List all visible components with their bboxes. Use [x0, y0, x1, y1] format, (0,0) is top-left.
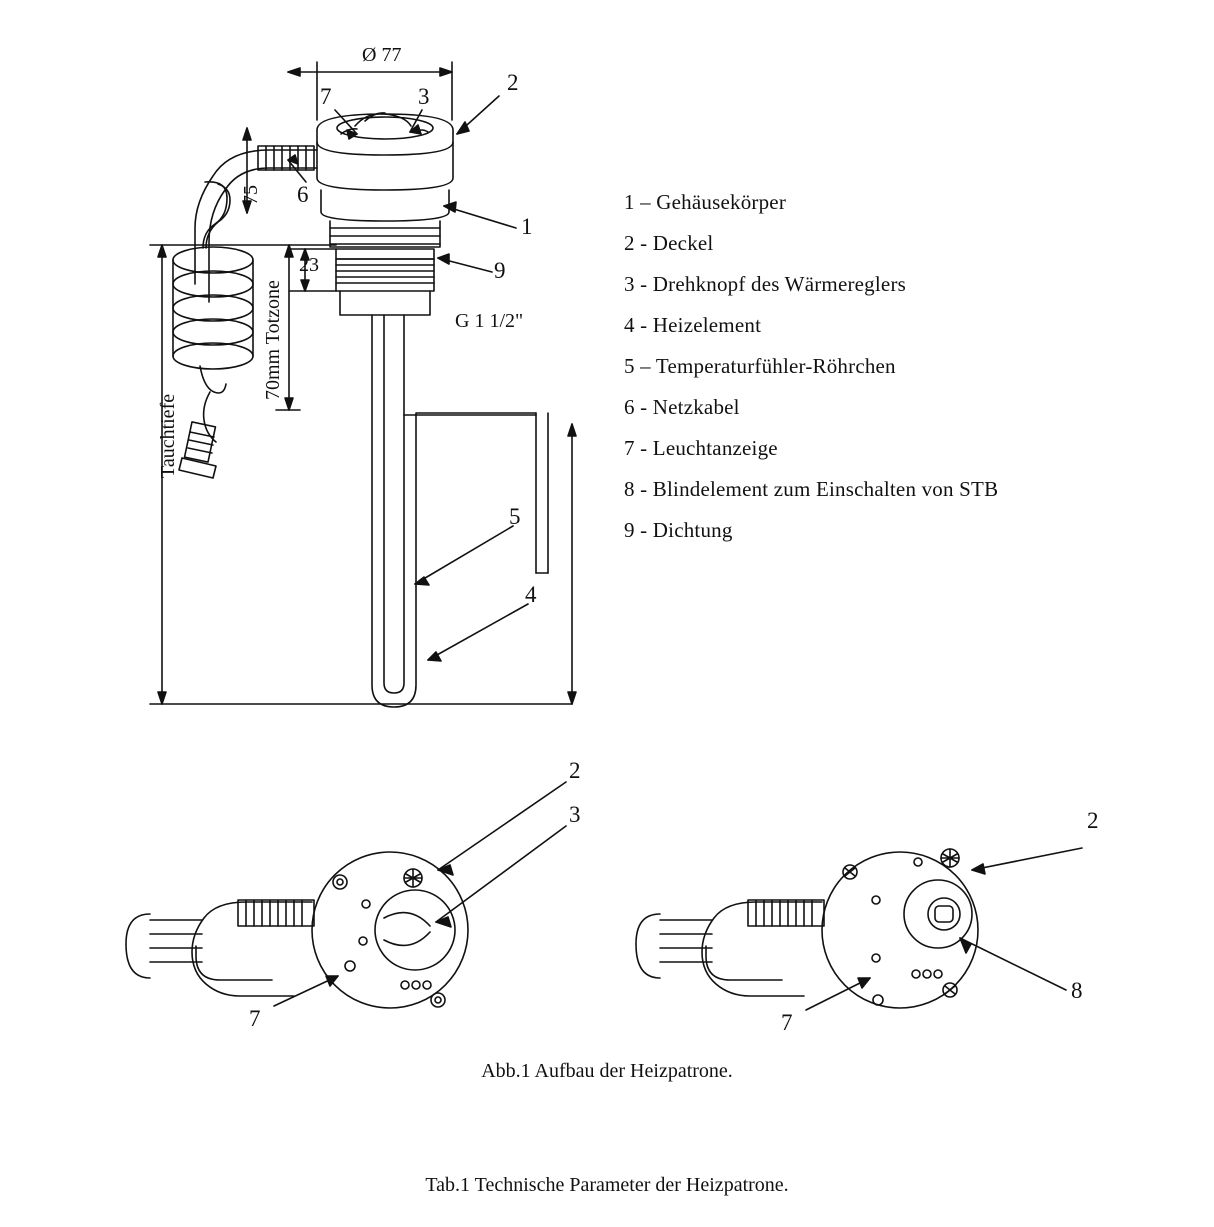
callout-7-top: 7 [320, 84, 332, 109]
callout-8-bottom-right: 8 [1071, 978, 1083, 1003]
housing-body-outline [321, 190, 449, 247]
legend-item-6: 6 - Netzkabel [624, 395, 740, 419]
figure-caption: Abb.1 Aufbau der Heizpatrone. [481, 1060, 733, 1082]
gasket-and-thread [336, 249, 434, 315]
callout-7-bottom-left: 7 [249, 1006, 261, 1031]
lid-outline [317, 113, 453, 190]
callout-6-top: 6 [297, 182, 309, 207]
callout-2-bottom-left: 2 [569, 758, 581, 783]
callout-2-top: 2 [507, 70, 519, 95]
callout-1-top: 1 [521, 214, 533, 239]
callout-5-top: 5 [509, 504, 521, 529]
temperature-sensor-tube [404, 413, 548, 573]
dimension-dead-zone: 70mm Totzone [262, 280, 284, 400]
dimension-gasket-height: 23 [299, 254, 319, 276]
dimension-immersion-depth: Tauchtiefe [157, 393, 179, 478]
legend-item-2: 2 - Deckel [624, 231, 714, 255]
callout-leaders-main [288, 96, 528, 661]
callout-3-top: 3 [418, 84, 430, 109]
legend-item-4: 4 - Heizelement [624, 313, 762, 337]
legend-item-9: 9 - Dichtung [624, 518, 733, 542]
legend-item-7: 7 - Leuchtanzeige [624, 436, 778, 460]
dimension-cap-height: 75 [240, 185, 262, 205]
dimension-diameter: Ø 77 [362, 44, 402, 66]
legend-item-5: 5 – Temperaturfühler-Röhrchen [624, 354, 896, 378]
callout-7-bottom-right: 7 [781, 1010, 793, 1035]
callout-2-bottom-right: 2 [1087, 808, 1099, 833]
legend-item-1: 1 – Gehäusekörper [624, 190, 787, 214]
callout-9-top: 9 [494, 258, 506, 283]
bottom-view-left [126, 782, 566, 1008]
legend-item-3: 3 - Drehknopf des Wärmereglers [624, 272, 907, 296]
bottom-view-right [636, 848, 1082, 1010]
dimension-thread: G 1 1/2" [455, 310, 524, 332]
callout-3-bottom-left: 3 [569, 802, 581, 827]
callout-4-top: 4 [525, 582, 537, 607]
legend-list [624, 182, 1184, 551]
table-caption: Tab.1 Technische Parameter der Heizpatrone. [425, 1174, 789, 1196]
heating-element-tube [372, 315, 416, 707]
legend-item-8: 8 - Blindelement zum Einschalten von STB [624, 477, 999, 501]
coiled-cable [173, 247, 253, 369]
